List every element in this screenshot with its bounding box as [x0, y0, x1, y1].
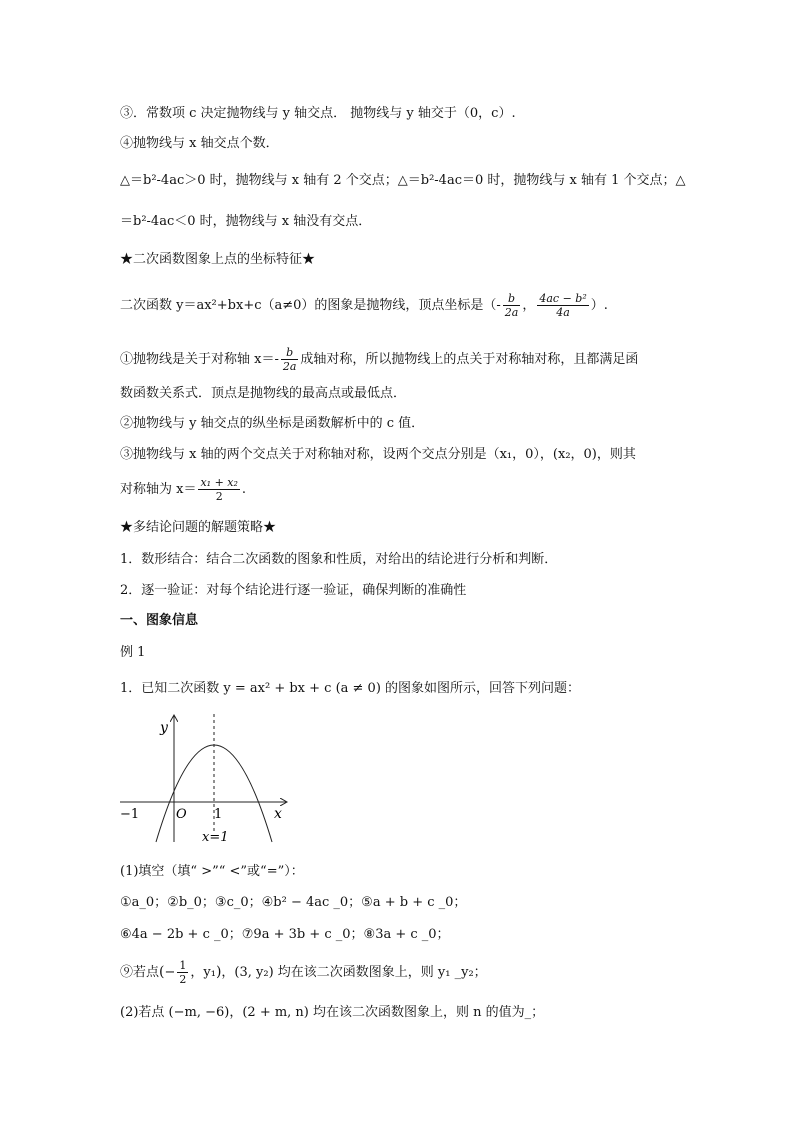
line-axis-formula	[120, 476, 246, 503]
vertex-frac-2	[537, 292, 588, 319]
neg-sign: −	[164, 965, 176, 980]
x-axis-label: x	[274, 806, 282, 822]
section-header-coords: ★二次函数图象上点的坐标特征★	[120, 252, 316, 267]
vertex-frac-1	[503, 292, 521, 319]
line-8: 数函数关系式．顶点是抛物线的最高点或最低点．	[120, 386, 407, 401]
axis-formula-frac-den: 2	[215, 490, 223, 503]
axis-sym-frac-num: b	[281, 346, 299, 360]
paren-open: (	[159, 964, 165, 980]
axis-sym-frac-den: 2a	[282, 360, 297, 373]
y-axis-label: y	[160, 720, 168, 736]
vertex-frac-1-num: b	[503, 292, 521, 306]
neg-one-label: −1	[120, 807, 140, 822]
axis-formula-post: .	[241, 482, 247, 497]
one-label: 1	[214, 807, 223, 822]
line-13: 1．数形结合：结合二次函数的图象和性质，对给出的结论进行分析和判断．	[120, 552, 558, 567]
vertex-pre: 二次函数 y＝ax²+bx+c（a≠0）的图象是抛物线，顶点坐标是（-	[120, 298, 501, 313]
vertex-frac-2-den: 4a	[556, 306, 570, 319]
vertex-post: ）.	[590, 298, 608, 313]
fill-in-line-3	[120, 959, 487, 986]
axis-formula-frac	[198, 476, 239, 503]
line-9: ②抛物线与 y 轴交点的纵坐标是函数解析中的 c 值．	[120, 416, 425, 431]
paren-close: )	[215, 964, 222, 980]
vertex-frac-2-num: 4ac − b²	[539, 292, 587, 305]
line-2: ④抛物线与 x 轴交点个数．	[120, 136, 279, 151]
vertex-frac-1-den: 2a	[504, 306, 519, 319]
point-frac-den: 2	[179, 973, 187, 986]
point-y1: ，y₁	[190, 965, 216, 980]
axis-sym-post: 成轴对称，所以抛物线上的点关于对称轴对称，且都满足函	[300, 352, 639, 367]
fill-in-instruction: (1)填空（填“ >”“ <”或“=”）：	[120, 864, 304, 879]
line-vertex	[120, 292, 608, 319]
vertex-mid: ，	[522, 298, 536, 313]
question-1: 1．已知二次函数 y = ax² + bx + c (a ≠ 0) 的图象如图所示，回答下列问题：	[120, 681, 581, 696]
example-label: 例 1	[120, 645, 146, 660]
line-10: ③抛物线与 x 轴的两个交点关于对称轴对称，设两个交点分别是（x₁，0），(x₂，0)，则其	[120, 447, 636, 462]
line-4: ＝b²-4ac＜0 时，抛物线与 x 轴没有交点．	[120, 214, 372, 229]
section-title: 一、图象信息	[120, 613, 199, 628]
line-axis-sym	[120, 346, 638, 373]
question-2: (2)若点 (−m, −6)，(2 + m, n) 均在该二次函数图象上，则 n 的值为_；	[120, 1005, 545, 1020]
point-frac-num: 1	[179, 959, 187, 972]
parabola-graph	[118, 710, 290, 844]
axis-formula-pre: 对称轴为 x＝	[120, 482, 197, 497]
point-post: ，(3, y₂) 均在该二次函数图象上，则 y₁ _y₂；	[221, 965, 487, 980]
line-14: 2．逐一验证：对每个结论进行逐一验证，确保判断的准确性	[120, 583, 467, 598]
line-1: ③．常数项 c 决定抛物线与 y 轴交点． 抛物线与 y 轴交于（0，c）.	[120, 106, 516, 121]
line-3: △＝b²-4ac＞0 时，抛物线与 x 轴有 2 个交点；△＝b²-4ac＝0 时，抛物线与 x 轴有 1 个交点；△	[120, 173, 686, 188]
symmetry-axis-label: x=1	[202, 830, 229, 844]
fill-in-line-2: ⑥4a − 2b + c _0；⑦9a + 3b + c _0；⑧3a + c _0；	[120, 927, 450, 942]
section-header-strategy: ★多结论问题的解题策略★	[120, 520, 277, 535]
origin-label: O	[176, 807, 187, 822]
fill-in-line-1: ①a_0；②b_0；③c_0；④b² − 4ac _0；⑤a + b + c _0；	[120, 895, 467, 910]
axis-sym-frac	[281, 346, 299, 373]
axis-formula-frac-num: x₁ + x₂	[200, 476, 238, 489]
axis-sym-pre: ①抛物线是关于对称轴 x＝-	[120, 352, 279, 367]
point-pre: ⑨若点	[120, 965, 160, 980]
point-frac	[177, 959, 188, 986]
